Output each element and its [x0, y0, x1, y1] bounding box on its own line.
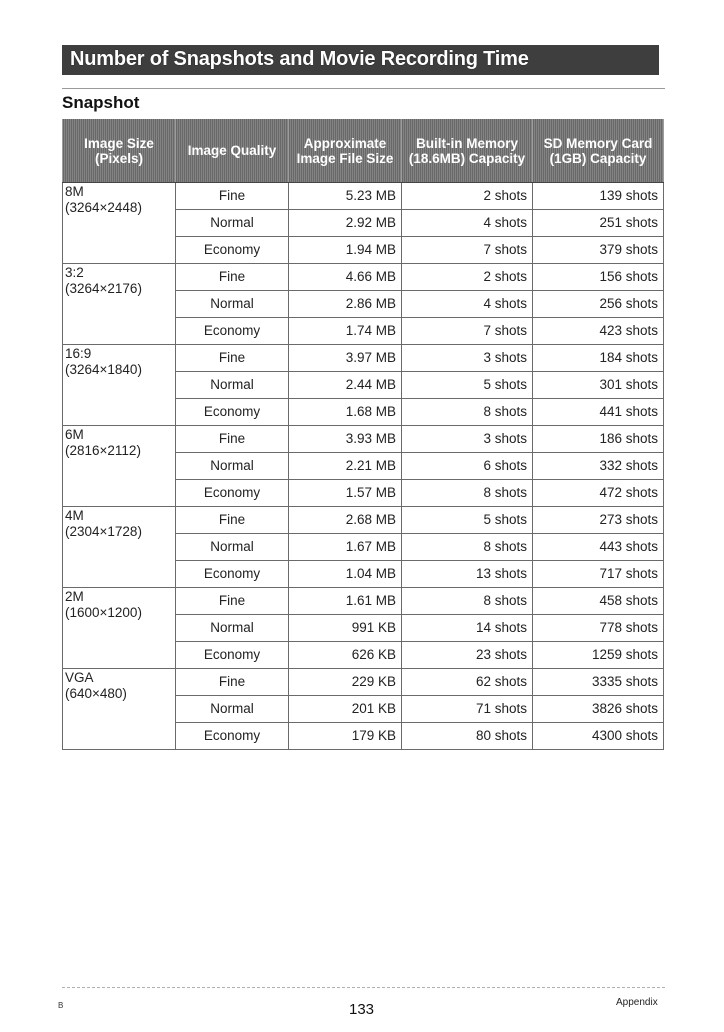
quality-cell: Economy [176, 480, 289, 507]
builtin-capacity-cell: 7 shots [402, 318, 533, 345]
file-size-cell: 5.23 MB [289, 183, 402, 210]
file-size-cell: 2.86 MB [289, 291, 402, 318]
quality-cell: Normal [176, 615, 289, 642]
page-number: 133 [349, 1001, 375, 1018]
image-pixels-label: (2304×1728) [65, 524, 142, 539]
builtin-capacity-cell: 3 shots [402, 345, 533, 372]
quality-cell: Fine [176, 264, 289, 291]
quality-cell: Normal [176, 372, 289, 399]
file-size-cell: 1.57 MB [289, 480, 402, 507]
image-size-cell [63, 507, 176, 588]
page-title: Number of Snapshots and Movie Recording Time [70, 48, 529, 70]
image-pixels-label: (640×480) [65, 686, 127, 701]
file-size-cell: 1.04 MB [289, 561, 402, 588]
sd-capacity-cell: 423 shots [533, 318, 664, 345]
sd-capacity-cell: 458 shots [533, 588, 664, 615]
footer-divider [62, 987, 665, 988]
quality-cell: Normal [176, 453, 289, 480]
sd-capacity-cell: 472 shots [533, 480, 664, 507]
quality-cell: Fine [176, 183, 289, 210]
sd-capacity-cell: 186 shots [533, 426, 664, 453]
builtin-capacity-cell: 2 shots [402, 183, 533, 210]
builtin-capacity-cell: 8 shots [402, 588, 533, 615]
file-size-cell: 3.93 MB [289, 426, 402, 453]
file-size-cell: 1.68 MB [289, 399, 402, 426]
image-size-cell [63, 183, 176, 264]
builtin-capacity-cell: 4 shots [402, 291, 533, 318]
builtin-capacity-cell: 5 shots [402, 372, 533, 399]
sd-capacity-cell: 778 shots [533, 615, 664, 642]
file-size-cell: 179 KB [289, 723, 402, 750]
file-size-cell: 201 KB [289, 696, 402, 723]
table-row [63, 669, 664, 696]
image-size-label: VGA [65, 670, 94, 685]
header-image-size: Image Size (Pixels) [63, 119, 176, 183]
builtin-capacity-cell: 5 shots [402, 507, 533, 534]
sd-capacity-cell: 251 shots [533, 210, 664, 237]
image-size-cell [63, 669, 176, 750]
file-size-cell: 2.68 MB [289, 507, 402, 534]
builtin-capacity-cell: 4 shots [402, 210, 533, 237]
image-size-cell [63, 264, 176, 345]
image-pixels-label: (3264×1840) [65, 362, 142, 377]
builtin-capacity-cell: 8 shots [402, 399, 533, 426]
image-pixels-label: (1600×1200) [65, 605, 142, 620]
table-body [63, 183, 664, 750]
image-pixels-label: (3264×2176) [65, 281, 142, 296]
sd-capacity-cell: 1259 shots [533, 642, 664, 669]
sd-capacity-cell: 273 shots [533, 507, 664, 534]
quality-cell: Economy [176, 723, 289, 750]
sd-capacity-cell: 379 shots [533, 237, 664, 264]
sd-capacity-cell: 156 shots [533, 264, 664, 291]
file-size-cell: 1.67 MB [289, 534, 402, 561]
corner-mark: B [58, 1001, 64, 1010]
quality-cell: Economy [176, 642, 289, 669]
sd-capacity-cell: 3335 shots [533, 669, 664, 696]
sd-capacity-cell: 301 shots [533, 372, 664, 399]
table-row [63, 264, 664, 291]
image-size-label: 2M [65, 589, 84, 604]
file-size-cell: 2.44 MB [289, 372, 402, 399]
quality-cell: Normal [176, 696, 289, 723]
builtin-capacity-cell: 80 shots [402, 723, 533, 750]
quality-cell: Economy [176, 318, 289, 345]
image-size-cell [63, 345, 176, 426]
sd-capacity-cell: 3826 shots [533, 696, 664, 723]
table-row [63, 345, 664, 372]
table-row [63, 507, 664, 534]
file-size-cell: 991 KB [289, 615, 402, 642]
image-pixels-label: (3264×2448) [65, 200, 142, 215]
file-size-cell: 4.66 MB [289, 264, 402, 291]
quality-cell: Fine [176, 426, 289, 453]
image-size-label: 16:9 [65, 346, 92, 361]
file-size-cell: 1.94 MB [289, 237, 402, 264]
file-size-cell: 2.21 MB [289, 453, 402, 480]
builtin-capacity-cell: 23 shots [402, 642, 533, 669]
image-size-label: 6M [65, 427, 84, 442]
builtin-capacity-cell: 3 shots [402, 426, 533, 453]
image-size-label: 3:2 [65, 265, 84, 280]
quality-cell: Fine [176, 507, 289, 534]
header-file-size: Approximate Image File Size [289, 119, 402, 183]
header-image-quality: Image Quality [176, 119, 289, 183]
quality-cell: Normal [176, 291, 289, 318]
builtin-capacity-cell: 2 shots [402, 264, 533, 291]
sd-capacity-cell: 717 shots [533, 561, 664, 588]
builtin-capacity-cell: 8 shots [402, 480, 533, 507]
title-banner [62, 45, 659, 75]
table-header-row [63, 119, 664, 183]
image-size-cell [63, 426, 176, 507]
file-size-cell: 1.61 MB [289, 588, 402, 615]
file-size-cell: 1.74 MB [289, 318, 402, 345]
builtin-capacity-cell: 8 shots [402, 534, 533, 561]
snapshot-table [62, 119, 664, 750]
title-divider [62, 88, 665, 89]
image-size-cell [63, 588, 176, 669]
header-sd-capacity: SD Memory Card (1GB) Capacity [533, 119, 664, 183]
file-size-cell: 2.92 MB [289, 210, 402, 237]
table-row [63, 426, 664, 453]
quality-cell: Economy [176, 399, 289, 426]
file-size-cell: 626 KB [289, 642, 402, 669]
quality-cell: Fine [176, 669, 289, 696]
builtin-capacity-cell: 13 shots [402, 561, 533, 588]
image-pixels-label: (2816×2112) [65, 443, 141, 458]
file-size-cell: 3.97 MB [289, 345, 402, 372]
quality-cell: Economy [176, 237, 289, 264]
image-size-label: 4M [65, 508, 84, 523]
section-heading: Snapshot [62, 93, 140, 112]
sd-capacity-cell: 4300 shots [533, 723, 664, 750]
footer-section-label: Appendix [616, 997, 658, 1008]
builtin-capacity-cell: 71 shots [402, 696, 533, 723]
sd-capacity-cell: 441 shots [533, 399, 664, 426]
quality-cell: Normal [176, 210, 289, 237]
sd-capacity-cell: 256 shots [533, 291, 664, 318]
sd-capacity-cell: 184 shots [533, 345, 664, 372]
image-size-label: 8M [65, 184, 84, 199]
sd-capacity-cell: 443 shots [533, 534, 664, 561]
quality-cell: Fine [176, 588, 289, 615]
table-row [63, 183, 664, 210]
builtin-capacity-cell: 62 shots [402, 669, 533, 696]
quality-cell: Normal [176, 534, 289, 561]
sd-capacity-cell: 139 shots [533, 183, 664, 210]
file-size-cell: 229 KB [289, 669, 402, 696]
quality-cell: Fine [176, 345, 289, 372]
sd-capacity-cell: 332 shots [533, 453, 664, 480]
header-builtin-capacity: Built-in Memory (18.6MB) Capacity [402, 119, 533, 183]
builtin-capacity-cell: 7 shots [402, 237, 533, 264]
table-row [63, 588, 664, 615]
builtin-capacity-cell: 6 shots [402, 453, 533, 480]
quality-cell: Economy [176, 561, 289, 588]
builtin-capacity-cell: 14 shots [402, 615, 533, 642]
